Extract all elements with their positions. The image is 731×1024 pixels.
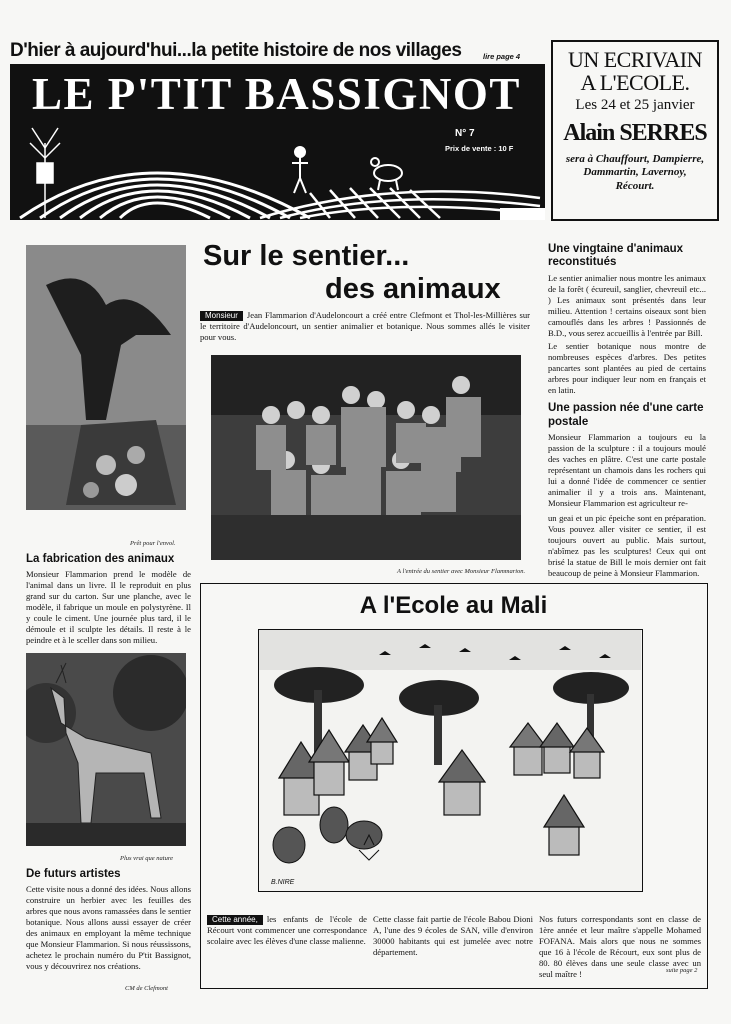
passion-title: Une passion née d'une carte postale [548,402,704,428]
village-drawing [259,630,641,890]
group-photo-drawing [211,355,521,560]
event-box [551,40,719,221]
price-label: Prix de vente : 10 F [445,144,514,153]
deer-sculpture-drawing [26,653,186,846]
drawing-signature: B.NIRE [271,879,295,886]
issue-number: N° 7 [455,128,475,139]
banner-corner-patch [500,208,545,220]
event-line-1: UN ECRIVAIN [567,47,703,72]
tree-icon [30,128,60,218]
lead-text: Jean Flammarion d'Audeloncourt a créé entre Clefmont et Thol-les-Millières sur le territoire d'Audeloncourt, un sentier animalier et botanique. Nous sommes allés le visiter pour vous. [200,310,530,343]
bird-photo-caption: Prêt pour l'envol. [130,540,176,547]
event-details: sera à Chauffourt, Dampierre, Dammartin, Lavernoy, Récourt. [565,153,705,192]
vingtaine-paragraph-2: Le sentier botanique nous montre de nombreuses espèces d'arbres. Des petites pancartes sont plantées au pied de certains arbres pour indiquer leur nom en français et en latin. [548,341,706,396]
group-photo [211,355,521,560]
mali-col-3: Nos futurs correspondants sont en classe de 1ère année et leur maître s'appelle Mohamed FOFANA. Mais alors que nous ne sommes que 16 à l'école de Récourt, eux sont plus de 80. 80 élèves dans une seule classe avec un seul maître ! [539,914,701,979]
bird-sculpture-drawing [26,245,186,510]
left-column-artists [26,868,191,972]
mali-col-1-text: les enfants de l'école de Récourt vont commencer une correspondance scolaire avec les élèves d'une classe malienne. [207,914,367,947]
lead-tag-cette-annee: Cette année, [207,915,263,925]
walking-figure-icon [292,147,308,193]
deer-photo-caption: Plus vrai que nature [120,855,174,862]
event-line-2: A L'ECOLE. [580,70,690,96]
fabrication-title: La fabrication des animaux [26,553,175,565]
tagline-page-ref: lire page 4 [483,52,521,61]
hill-stripes-right [260,188,540,218]
masthead-title: LE P'TIT BASSIGNOT [32,69,521,119]
main-headline-line-1: Sur le sentier... [203,240,410,272]
mali-title: A l'Ecole au Mali [359,592,548,619]
fabrication-paragraph: Monsieur Flammarion prend le modèle de l'animal dans un livre. Il le reproduit en plus grand sur du carton. Sur une planche, avec le modèle, il fabrique un moule en polystyrène. Il y coule le ciment. Une journée plus tard, il le démoule et il sculpte les détails. Il reste à le peindre et à le sceller dans son milieu. [26,569,191,646]
passion-paragraph-continued: un geai et un pic épeiche sont en préparation. Vous pouvez aller visiter ce sentier, il est toujours ouvert au public. Mais surtout, n'abîmez pas les sculptures! Ceux qui ont brisé la statue de Bill le mois dernier ont fait beaucoup de peine à Monsieur Flammarion. [548,512,706,578]
masthead-tagline: D'hier à aujourd'hui...la petite histoire de nos villages [10,40,462,61]
article-signature: CM de Clefmont [125,985,168,992]
main-lead-paragraph [200,310,530,343]
vingtaine-paragraph-1: Le sentier animalier nous montre les animaux de la forêt ( écureuil, sanglier, chevreuil etc... ) Les animaux sont présentés dans leur milieu. Attention ! certains oiseaux sont bien camouflés dans les arbres ! Passionnés de B.D., vous serez accueillis à l'entrée par Bill. [548,273,706,339]
bird-sculpture-photo [26,245,186,510]
event-author: Alain SERRES [563,120,707,147]
group-photo-caption: A l'entrée du sentier avec Monsieur Flammarion. [397,568,526,575]
animal-icon [371,158,402,190]
hill-stripes-left [20,173,310,218]
left-column-fabrication [26,553,191,646]
main-headline-line-2: des animaux [325,273,501,305]
artists-title: De futurs artistes [26,868,121,880]
mali-col-1 [207,914,367,947]
vingtaine-title: Une vingtaine d'animaux reconstitués [548,243,684,269]
event-dates: Les 24 et 25 janvier [575,97,695,114]
continued-label: suite page 2 [666,967,698,974]
deer-sculpture-photo [26,653,186,846]
mali-box [200,583,708,989]
passion-paragraph: Monsieur Flammarion a toujours eu la passion de la sculpture : il a toujours moulé des vaches en plâtre. C'est une carte postale représentant un chamois dans les rochers qui lui a donné l'idée de commencer ce sentier animalier il y a trois ans. Maintenant, Monsieur Flammarion est agriculteur re- [548,431,706,508]
tree-middle-icon [399,680,479,765]
mali-col-2: Cette classe fait partie de l'école Babou Dioni A, l'une des 9 écoles de SAN, ville d'environ 30000 habitants qui est jumelée avec notre département. [373,914,533,957]
right-column [548,243,706,579]
artists-paragraph: Cette visite nous a donné des idées. Nous allons construire un herbier avec les feuilles des arbres que nous avons ramassées dans le sentier botanique. Nous allons aussi essayer de créer des animaux en employant la même technique que Monsieur Flammarion. Si nous réussissons, achetez le prochain numéro du P'tit Bassignot, vous y découvrirez nos créations. [26,884,191,972]
masthead-banner [10,64,545,220]
lead-tag-monsieur: Monsieur [200,311,243,321]
mali-drawing [258,629,643,892]
